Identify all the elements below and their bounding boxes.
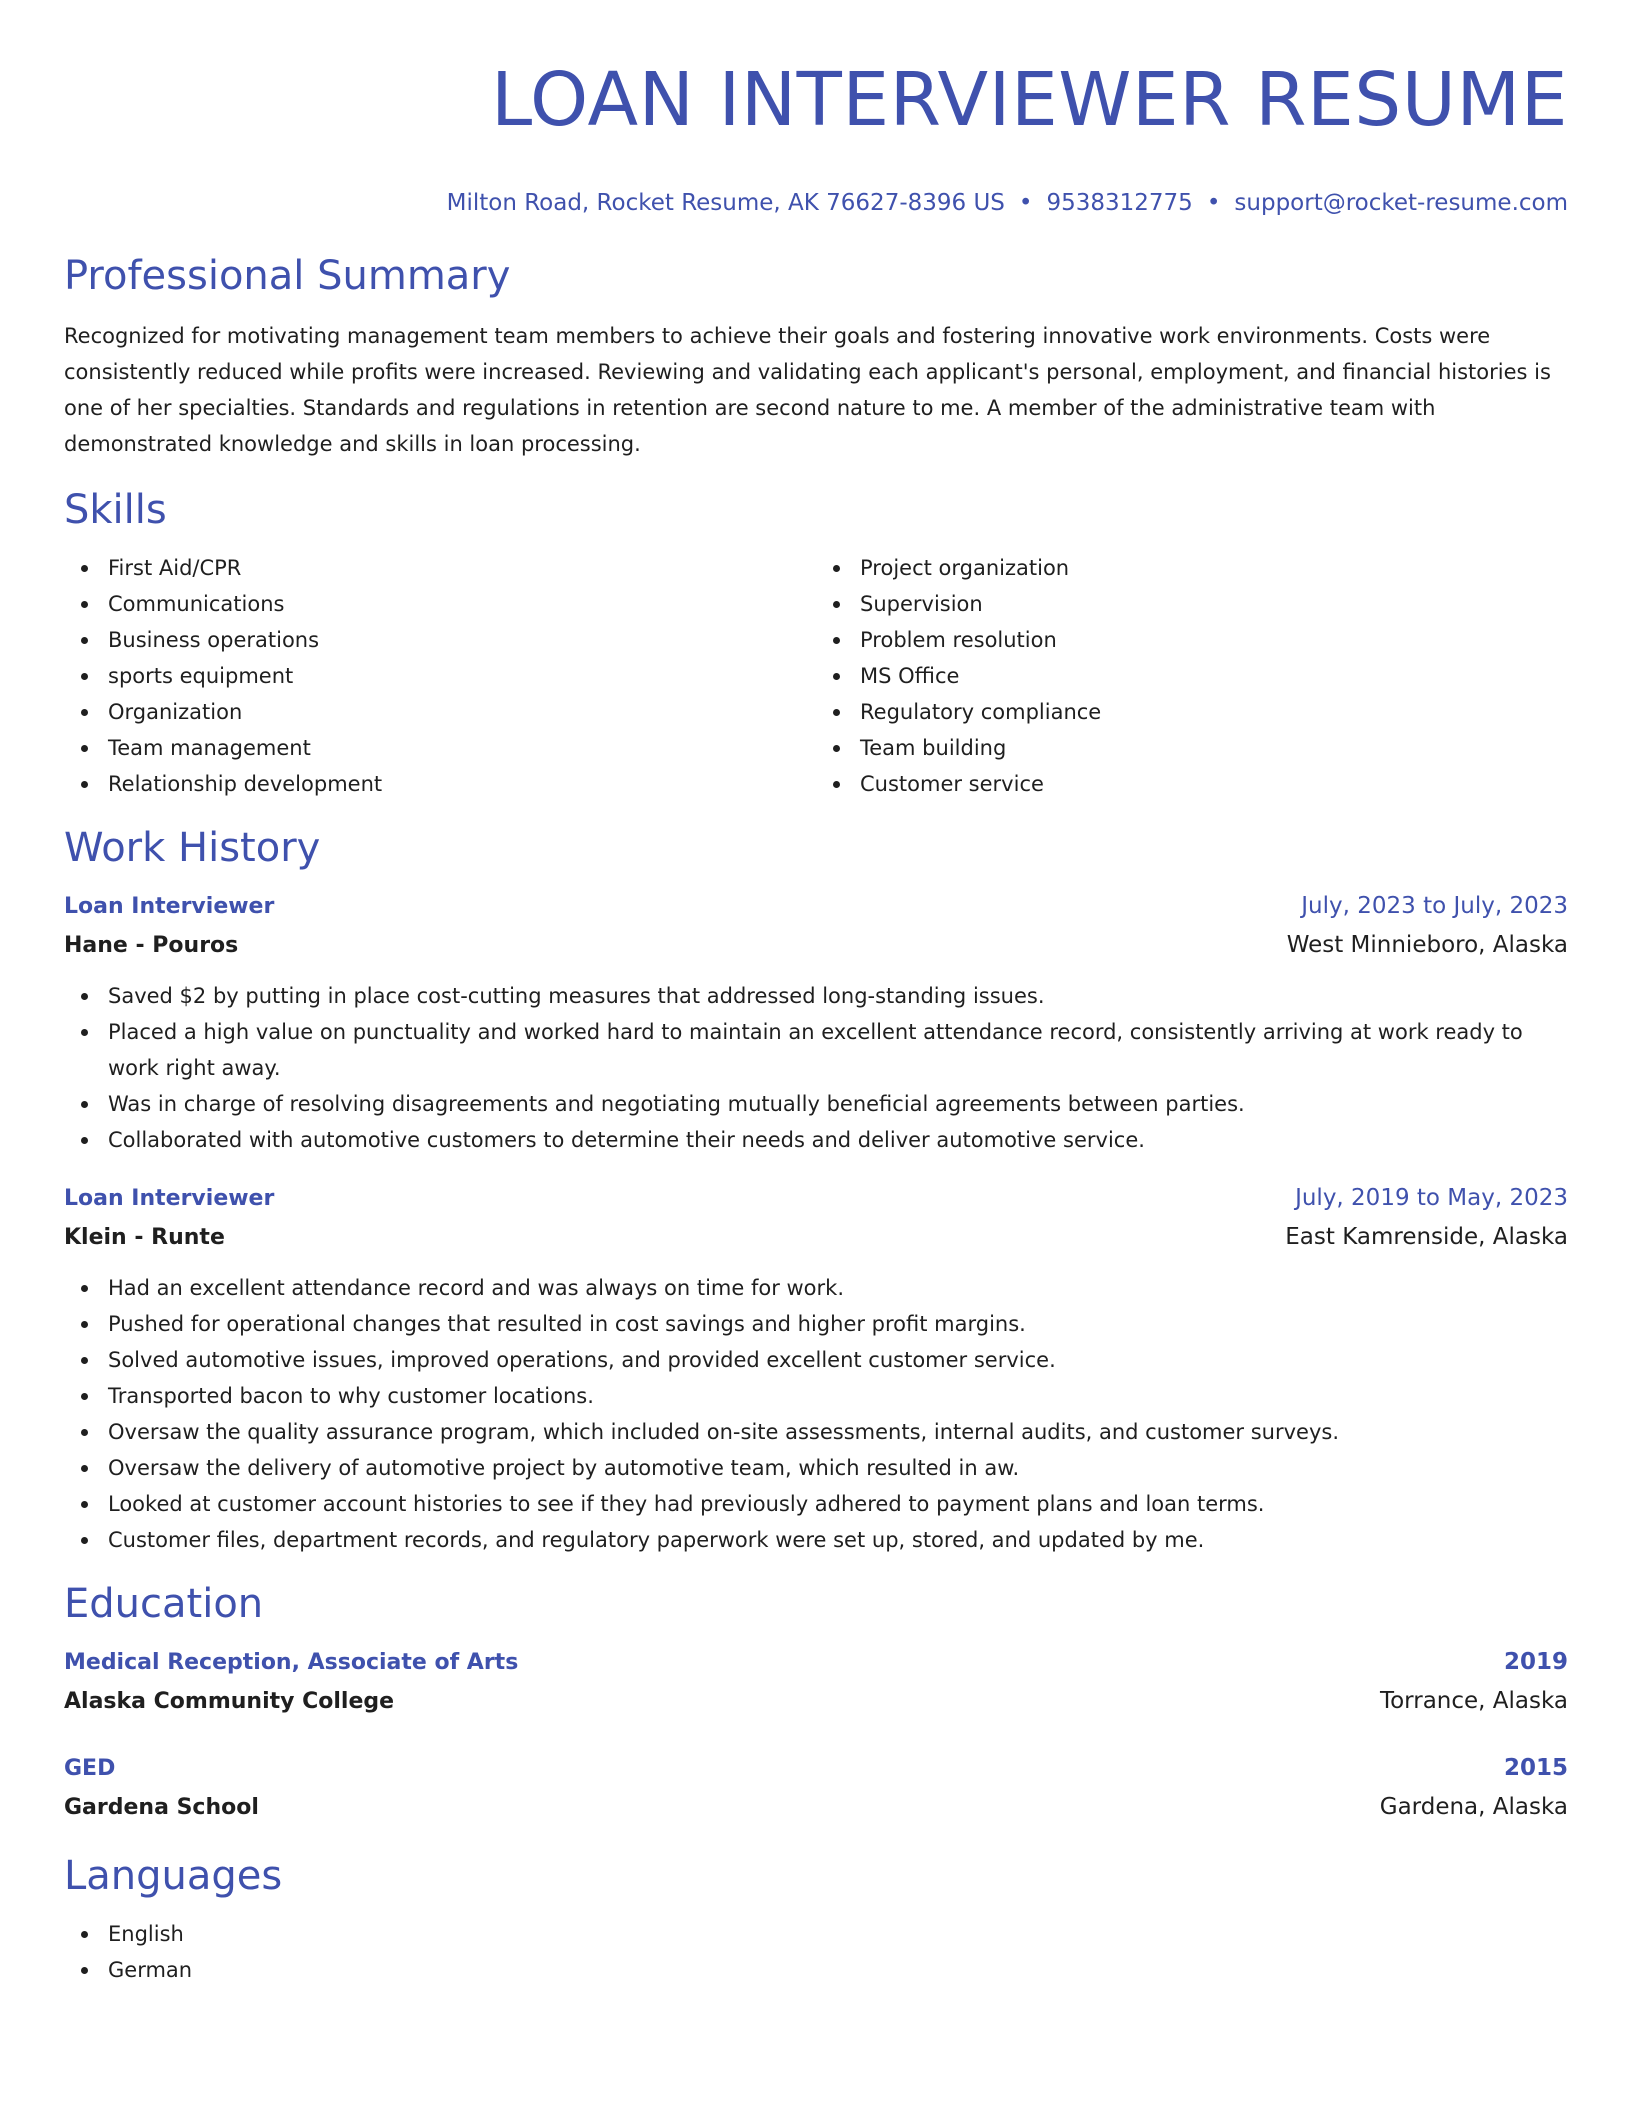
skills-section <box>64 484 1568 802</box>
education-location: Torrance, Alaska <box>1379 1688 1568 1714</box>
summary-heading: Professional Summary <box>64 253 511 299</box>
job-entry <box>64 888 1568 1158</box>
job-bullet: Transported bacon to why customer locations. <box>64 1378 1568 1414</box>
job-title-row <box>64 1180 1568 1217</box>
education-year: 2019 <box>1503 1649 1568 1675</box>
education-heading: Education <box>64 1581 264 1627</box>
job-bullet: Saved $2 by putting in place cost-cutting measures that addressed long-standing issues. <box>64 978 1568 1014</box>
contact-address: Milton Road, Rocket Resume, AK 76627-8396 US <box>446 190 1005 216</box>
job-bullet: Collaborated with automotive customers to determine their needs and deliver automotive service. <box>64 1122 1568 1158</box>
skills-list-left <box>64 550 816 802</box>
job-bullet: Oversaw the delivery of automotive project by automotive team, which resulted in aw. <box>64 1450 1568 1486</box>
skill-item: First Aid/CPR <box>64 550 816 586</box>
job-bullets <box>64 978 1568 1158</box>
education-section <box>64 1578 1568 1828</box>
contact-email[interactable]: support@rocket-resume.com <box>1234 190 1568 216</box>
job-title: Loan Interviewer <box>64 894 275 919</box>
separator-dot: • <box>1018 190 1033 216</box>
education-degree: GED <box>64 1756 116 1781</box>
skill-item: Customer service <box>816 766 1568 802</box>
skill-item: Team building <box>816 730 1568 766</box>
skill-item: Problem resolution <box>816 622 1568 658</box>
job-title-row <box>64 888 1568 925</box>
job-bullet: Solved automotive issues, improved operations, and provided excellent customer service. <box>64 1342 1568 1378</box>
education-location: Gardena, Alaska <box>1379 1794 1568 1820</box>
skills-columns <box>64 550 1568 802</box>
skill-item: Business operations <box>64 622 816 658</box>
job-dates: July, 2023 to July, 2023 <box>1301 893 1568 919</box>
resume-header <box>64 0 1568 218</box>
work-history-heading: Work History <box>64 825 321 871</box>
education-degree-row <box>64 1644 1568 1681</box>
skills-heading: Skills <box>64 487 167 533</box>
education-degree: Medical Reception, Associate of Arts <box>64 1650 519 1675</box>
work-history-section <box>64 822 1568 1558</box>
education-entry <box>64 1644 1568 1722</box>
job-company-row <box>64 1217 1568 1258</box>
contact-line <box>64 188 1568 218</box>
education-school: Gardena School <box>64 1795 259 1820</box>
languages-list <box>64 1916 1568 1988</box>
resume-title: LOAN INTERVIEWER RESUME <box>490 57 1568 143</box>
job-company: Hane - Pouros <box>64 933 239 958</box>
job-bullet: Had an excellent attendance record and was always on time for work. <box>64 1270 1568 1306</box>
skill-item: Relationship development <box>64 766 816 802</box>
education-entry <box>64 1750 1568 1828</box>
job-bullet: Oversaw the quality assurance program, which included on-site assessments, internal audits, and customer surveys. <box>64 1414 1568 1450</box>
skill-item: Team management <box>64 730 816 766</box>
skill-item: sports equipment <box>64 658 816 694</box>
job-bullet: Customer files, department records, and regulatory paperwork were set up, stored, and updated by me. <box>64 1522 1568 1558</box>
skill-item: MS Office <box>816 658 1568 694</box>
education-year: 2015 <box>1503 1755 1568 1781</box>
job-company: Klein - Runte <box>64 1225 225 1250</box>
education-school: Alaska Community College <box>64 1689 395 1714</box>
job-company-row <box>64 925 1568 966</box>
skill-item: Project organization <box>816 550 1568 586</box>
summary-section <box>64 250 1568 462</box>
contact-phone: 9538312775 <box>1046 190 1193 216</box>
job-title: Loan Interviewer <box>64 1186 275 1211</box>
language-item: English <box>64 1916 1568 1952</box>
skill-item: Regulatory compliance <box>816 694 1568 730</box>
job-bullet: Pushed for operational changes that resulted in cost savings and higher profit margins. <box>64 1306 1568 1342</box>
skill-item: Organization <box>64 694 816 730</box>
skills-list-right <box>816 550 1568 802</box>
job-location: West Minnieboro, Alaska <box>1286 932 1568 958</box>
job-bullet: Placed a high value on punctuality and worked hard to maintain an excellent attendance record, consistently arriving at work ready to work right away. <box>64 1014 1568 1086</box>
skill-item: Communications <box>64 586 816 622</box>
job-dates: July, 2019 to May, 2023 <box>1295 1185 1568 1211</box>
job-bullets <box>64 1270 1568 1558</box>
skill-item: Supervision <box>816 586 1568 622</box>
education-school-row <box>64 1681 1568 1722</box>
separator-dot: • <box>1206 190 1221 216</box>
education-degree-row <box>64 1750 1568 1787</box>
summary-text: Recognized for motivating management team members to achieve their goals and fostering innovative work environments. Costs were consistently reduced while profits were increased. Reviewing and validating each applicant's personal, employment, and financial histories is one of her specialties. Standards and regulations in retention are second nature to me. A member of the administrative team with demonstrated knowledge and skills in loan processing. <box>64 324 1551 456</box>
job-location: East Kamrenside, Alaska <box>1285 1224 1568 1250</box>
languages-heading: Languages <box>64 1853 283 1899</box>
education-school-row <box>64 1787 1568 1828</box>
job-entry <box>64 1180 1568 1558</box>
language-item: German <box>64 1952 1568 1988</box>
languages-section <box>64 1850 1568 1988</box>
job-bullet: Looked at customer account histories to see if they had previously adhered to payment plans and loan terms. <box>64 1486 1568 1522</box>
job-bullet: Was in charge of resolving disagreements and negotiating mutually beneficial agreements between parties. <box>64 1086 1568 1122</box>
